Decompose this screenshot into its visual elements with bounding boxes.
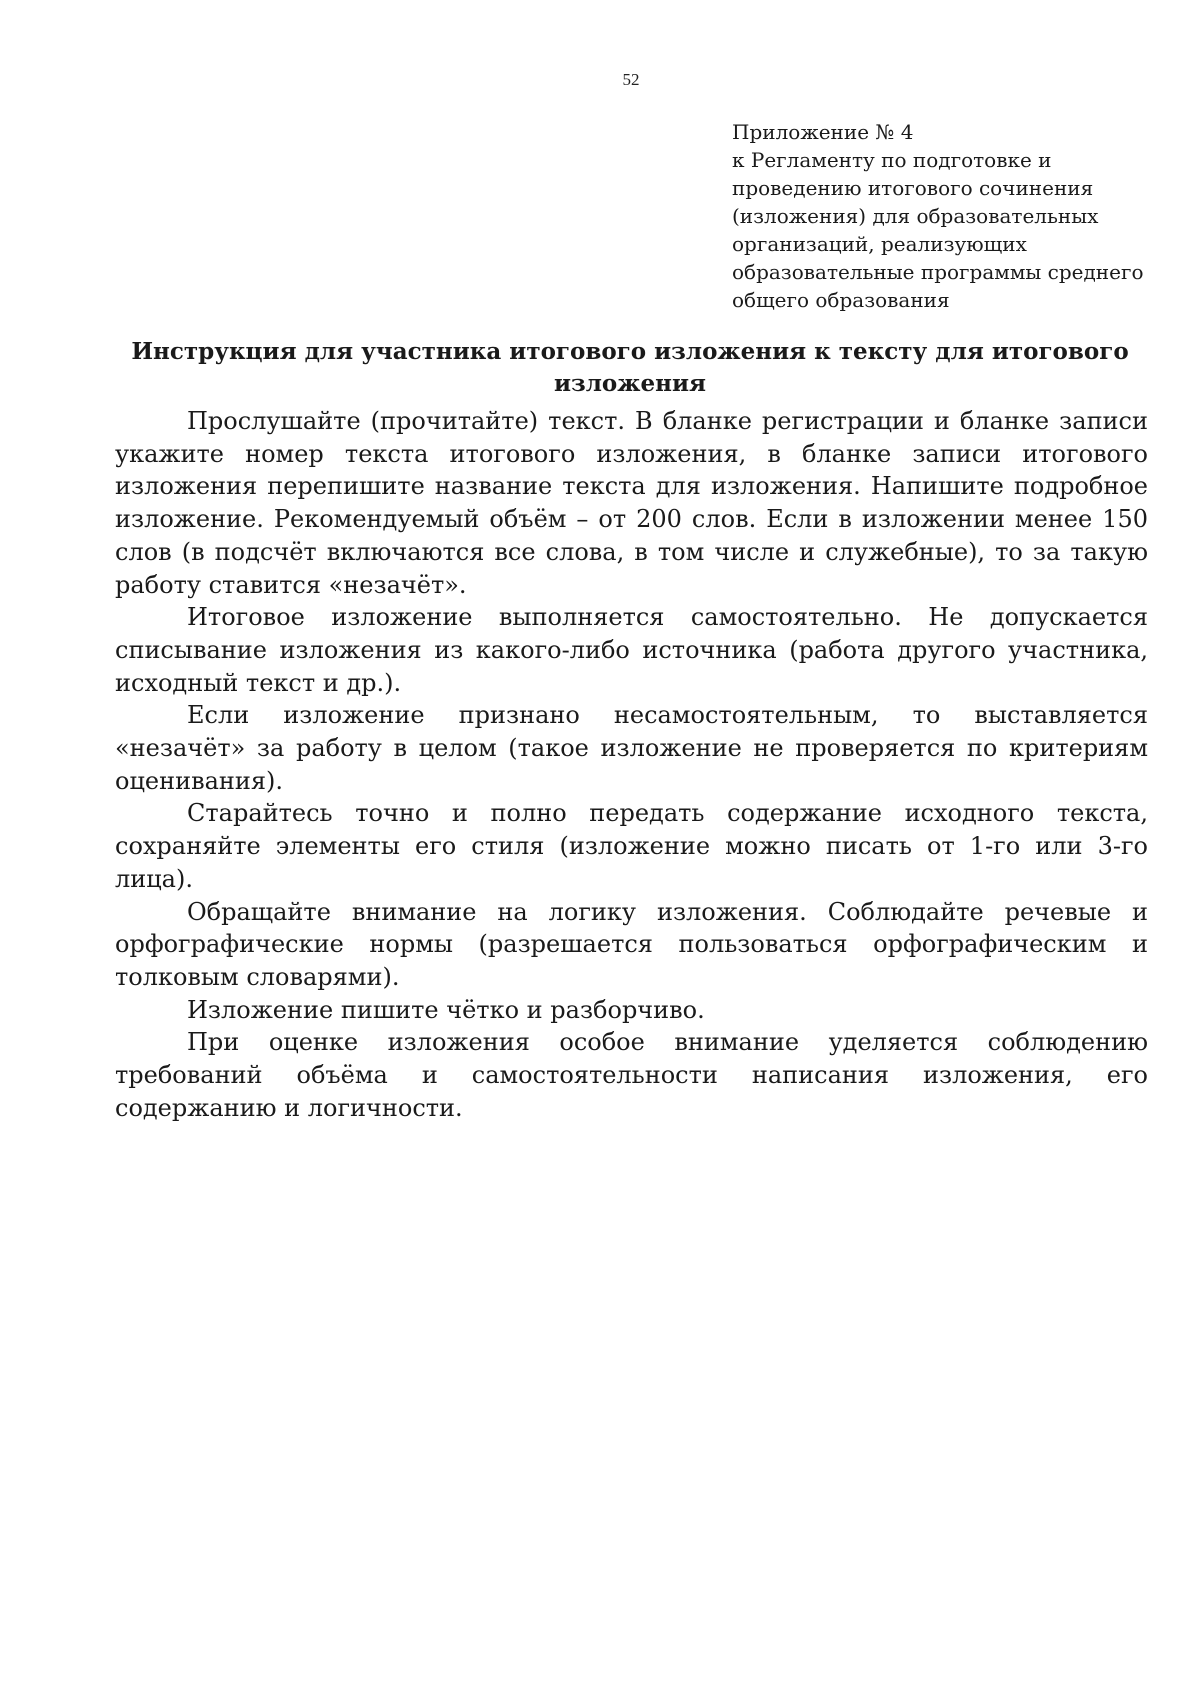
document-title [115, 336, 1145, 400]
appendix-line: образовательные программы среднего [732, 260, 1144, 284]
paragraph-content-style: Старайтесь точно и полно передать содержание исходного текста, сохраняйте элементы его стиля (изложение можно писать от 1-го или 3-го лица). [115, 799, 1148, 893]
paragraph-independence: Итоговое изложение выполняется самостоятельно. Не допускается списывание изложения из какого-либо источника (работа другого участника, исходный текст и др.). [115, 603, 1148, 697]
paragraph-evaluation: При оценке изложения особое внимание уделяется соблюдению требований объёма и самостоятельности написания изложения, его содержанию и логичности. [115, 1028, 1148, 1122]
appendix-line: проведению итогового сочинения [732, 176, 1094, 200]
instruction-body [115, 405, 1148, 1124]
appendix-line: к Регламенту по подготовке и [732, 148, 1052, 172]
appendix-header [732, 118, 1152, 314]
appendix-line: организаций, реализующих [732, 232, 1027, 256]
page-number: 52 [622, 70, 640, 89]
paragraph-legibility: Изложение пишите чётко и разборчиво. [187, 995, 705, 1024]
paragraph-non-independent: Если изложение признано несамостоятельным, то выставляется «незачёт» за работу в целом (такое изложение не проверяется по критериям оценивания). [115, 701, 1148, 795]
paragraph-listen-and-write: Прослушайте (прочитайте) текст. В бланке регистрации и бланке записи укажите номер текста итогового изложения, в бланке записи итогового изложения перепишите название текста для изложения. Напишите подробное изложение. Рекомендуемый объём – от 200 слов. Если в изложении менее 150 слов (в подсчёт включаются все слова, в том числе и служебные), то за такую работу ставится «незачёт». [115, 407, 1148, 599]
appendix-line: (изложения) для образовательных [732, 204, 1099, 228]
title-line: Инструкция для участника итогового изложения к тексту для итогового [131, 338, 1129, 365]
appendix-line: общего образования [732, 288, 950, 312]
appendix-line: Приложение № 4 [732, 120, 914, 144]
paragraph-logic-norms: Обращайте внимание на логику изложения. Соблюдайте речевые и орфографические нормы (разрешается пользоваться орфографическим и толковым словарями). [115, 897, 1148, 991]
title-line: изложения [553, 370, 707, 397]
